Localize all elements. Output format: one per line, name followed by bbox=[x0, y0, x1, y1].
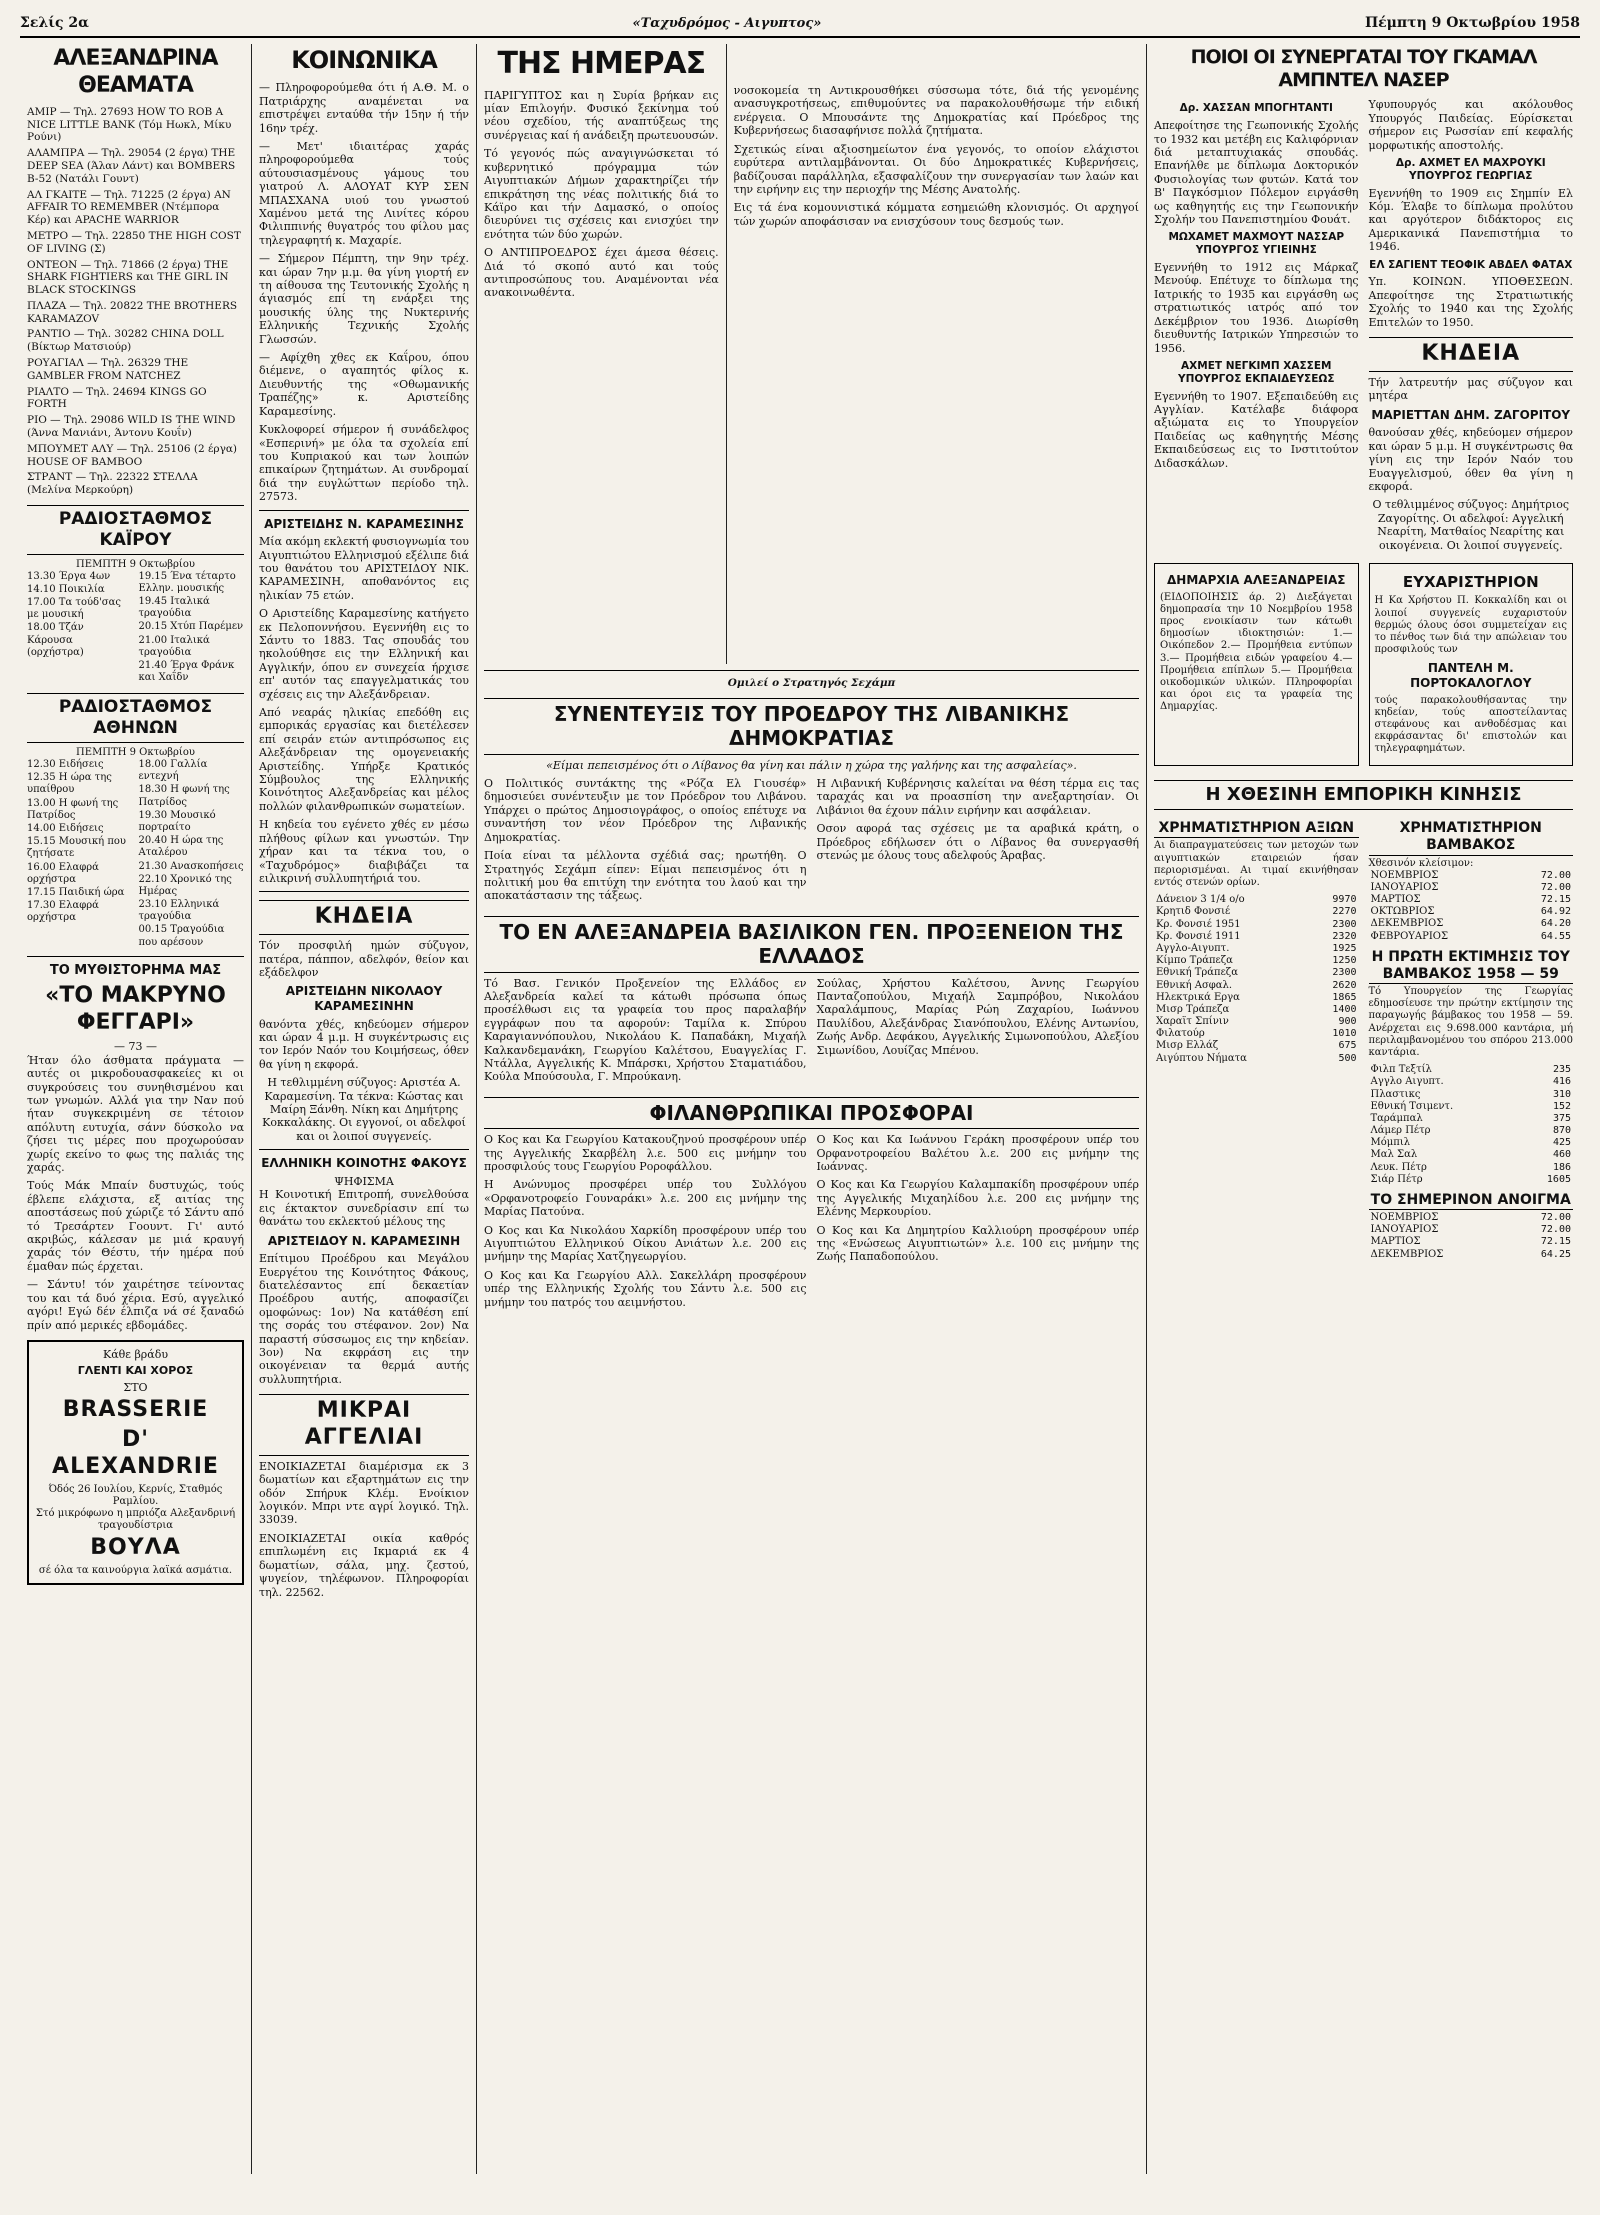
price-row bbox=[1369, 1113, 1574, 1125]
cotton-table bbox=[1369, 870, 1574, 943]
classified-ad: ΕΝΟΙΚΙΑΖΕΤΑΙ διαμέρισμα εκ 3 δωματίων και εξαρτημάτων εις την οδόν Σπήρυκ Κλέμ. Ενοίκιον λογικόν. Μπρι ντε αγρί λογικό. Τηλ. 33039. bbox=[259, 1459, 469, 1527]
community-name: ΑΡΙΣΤΕΙΔΟΥ Ν. ΚΑΡΑΜΕΣΙΝΗ bbox=[267, 1233, 461, 1248]
social-heading: ΚΟΙΝΩΝΙΚΑ bbox=[291, 46, 437, 75]
radio-program: 13.30 Έργα 4ων bbox=[27, 570, 111, 582]
radio-program: 20.40 Η ώρα της Αταλέρου bbox=[138, 835, 224, 859]
radio-program: 12.35 Η ώρα της υπαίθρου bbox=[27, 772, 112, 796]
novel-paragraph: Ήταν όλο άσθματα πράγματα — αυτές οι μικροδουασφακείες κι οι συγκρούσεις του συνηθισμένου και των γνωμών. Αλλά για την Ναν πού ήταν συγκεκριμένη σε τέτοιον απόλυτη ευτυχία, σάνν δύσκολο να ζήσει τις μέρες που προχωρούσαν χωρίς εκείνο το φως της παλιάς της χαράς. bbox=[27, 1053, 244, 1175]
classifieds-heading: ΜΙΚΡΑΙ ΑΓΓΕΛΙΑΙ bbox=[259, 1394, 469, 1456]
price-row bbox=[1369, 1137, 1574, 1149]
price-value: 64.55 bbox=[1540, 930, 1571, 942]
column-5 bbox=[1147, 44, 1580, 2174]
radio-athens-heading: ΡΑΔΙΟΣΤΑΘΜΟΣ ΑΘΗΝΩΝ bbox=[27, 693, 244, 742]
theatre-item: ΠΛΑΖΑ — Τηλ. 20822 THE BROTHERS KARAMAZOV bbox=[27, 299, 238, 325]
price-value: 2620 bbox=[1332, 979, 1357, 991]
ad-line: D' ALEXANDRIE bbox=[52, 1426, 219, 1479]
radio-program: 13.00 Η φωνή της Πατρίδος bbox=[27, 797, 119, 821]
price-label: Λάμερ Πέτρ bbox=[1370, 1125, 1431, 1137]
brasserie-advert bbox=[27, 1340, 244, 1585]
day-paragraph: νοσοκομεία τη Αντικρουσθήκει σύσσωμα τότε, διά τής γενομένης ανασυγκροτήσεως, επιθυμούντες να παρακολουθήσωμε τήν ειδική ενέργεια. Ο Μπουσάντε της Δημοκρατίας καί Πρόεδρος της Κυβερνήσεως διασαφήνισε πολλά ζητήματα. bbox=[733, 84, 1139, 138]
price-value: 1605 bbox=[1546, 1173, 1571, 1185]
social-item: — Αφίχθη χθες εκ Καΐρου, όπου διέμενε, ο αγαπητός φίλος κ. Διευθυντής της «Οθωμανικής Τραπέζης» κ. Αριστείδης Καραμεσίνης. bbox=[259, 351, 469, 418]
funeral-body: θανόντα χθές, κηδεύομεν σήμερον και ώραν 4 μ.μ. Η συγκέντρωσις εις τον Ιερόν Ναόν του Κοιμήσεως, όθεν θα γίνη η εκφορά. bbox=[259, 1017, 469, 1071]
price-value: 500 bbox=[1338, 1052, 1357, 1064]
price-value: 235 bbox=[1552, 1064, 1571, 1076]
radio-program: 18.00 Γαλλία εντεχνή bbox=[138, 759, 208, 783]
stock-row bbox=[1154, 894, 1359, 906]
minister-bio: Εγεννήθη το 1909 εις Σημπίν Ελ Κόμ. Έλαβε το δίπλωμα προλύτου και αργότερον διδάκτορος εις Αμερικανικά Πανεπιστήμια το 1946. bbox=[1368, 186, 1573, 254]
novel-kicker: ΤΟ ΜΥΘΙΣΤΟΡΗΜΑ ΜΑΣ bbox=[49, 962, 222, 978]
municipality-notice bbox=[1154, 563, 1359, 766]
opening-row bbox=[1369, 1212, 1574, 1224]
price-value: 72.00 bbox=[1540, 1212, 1571, 1224]
collaborators-heading: ΠΟΙΟΙ ΟΙ ΣΥΝΕΡΓΑΤΑΙ ΤΟΥ ΓΚΑΜΑΛ ΑΜΠΝΤΕΛ ΝΑΣΕΡ bbox=[1190, 46, 1537, 92]
newspaper-page bbox=[20, 15, 1580, 2185]
notices-row bbox=[1154, 557, 1573, 772]
day-paragraph: ΠΑΡΙΓΥΠΤΟΣ και η Συρία βρήκαν εις μίαν Επιλογήν. Φυσικό ξεκίνημα τού νέου σχεδίου, τής αναπτύξεως της συνέργειας καί ή ανάδειξη πρωτευουσών. bbox=[484, 88, 719, 142]
day-section bbox=[477, 44, 1146, 664]
radio-program: 21.30 Ανασκοπήσεις bbox=[138, 860, 244, 872]
price-label: Πλαστικς bbox=[1370, 1088, 1421, 1100]
charity-item: Η Ανώνυμος προσφέρει υπέρ του Συλλόγου «Ορφανοτροφείο Γουναράκι» λ.ε. 200 εις μνήμην της Μαρίας Πατούνα. bbox=[484, 1178, 807, 1219]
price-value: 2300 bbox=[1332, 967, 1357, 979]
charity-item: Ο Κος και Κα Γεωργίου Κατακουζηνού προσφέρουν υπέρ της Αγγελικής Σκαρβέλη λ.ε. 500 εις μνήμην του προσφιλούς τους Γεωργίου Ροροφάλλου. bbox=[484, 1133, 807, 1173]
municipality-body: (ΕΙΔΟΠΟΙΗΣΙΣ άρ. 2) Διεξάγεται δημοπρασία την 10 Νοεμβρίου 1958 προς ενοικίασιν των κάτωθι δημοσίων ιδιοκτησιών: 1.— Οικόπεδον 2.— Προμήθεια εντύπων 3.— Προμήθεια ειδών γραφείου 4.— Προμήθεια επίπλων 5.— Προμήθεια οικοδομικών υλικών. Πληροφορίαι και όροι εις τα γραφεία της Δημαρχίας. bbox=[1160, 591, 1353, 713]
price-row bbox=[1369, 1101, 1574, 1113]
lebanon-paragraph: Οσον αφορά τας σχέσεις με τα αραβικά κράτη, ο Πρόεδρος εδήλωσεν ότι ο Λίβανος θα συνεργασθή στενώς με όλους τους αδελφούς Άραβας. bbox=[816, 822, 1139, 863]
ad-line: Στό μικρόφωνο η μπριόζα Αλεξανδρινή τραγουδίστρια bbox=[35, 1507, 236, 1532]
radio-program: 16.00 Ελαφρά ορχήστρα bbox=[27, 861, 99, 885]
theatre-item: ΡΙΟ — Τηλ. 29086 WILD IS THE WIND (Άννα Μανιάνι, Άντονυ Κουΐν) bbox=[27, 414, 236, 440]
price-label: Εθνική Τράπεζα bbox=[1156, 967, 1238, 979]
minister-bio: Εγεννήθη το 1912 εις Μάρκαζ Μενούφ. Επέτυχε το δίπλωμα της Ιατρικής το 1935 και ειργάσθη ως στρατιωτικός ιατρός από τον Δεκέμβριον του 1936. Διωρίσθη διευθυντής Ιατρικών Υπηρεσιών το 1956. bbox=[1154, 261, 1359, 355]
price-value: 1865 bbox=[1332, 991, 1357, 1003]
estimate-heading: Η ΠΡΩΤΗ ΕΚΤΙΜΗΣΙΣ ΤΟΥ ΒΑΜΒΑΚΟΣ 1958 — 59 bbox=[1369, 949, 1574, 984]
minister-name: Δρ. ΑΧΜΕΤ ΕΛ ΜΑΧΡΟΥΚΙ ΥΠΟΥΡΓΟΣ ΓΕΩΡΓΙΑΣ bbox=[1395, 157, 1546, 182]
price-label: Κρητιδ Φονσιέ bbox=[1156, 906, 1231, 918]
price-row bbox=[1369, 1089, 1574, 1101]
day-paragraph: Τό γεγονός πώς αναγιγνώσκεται τό κυβερνητικό πρόγραμμα τών Αιγυπτιακών Δήμων χαρακτηρίζει τήν επικράτηση της νέας πολιτικής διά το Κάϊρο και τήν Δαμασκό, ο οποίος διευρύνει τις σχέσεις και ενισχύει την ενότητα τών δύο χωρών. bbox=[484, 147, 719, 241]
lebanon-paragraph: Ποία είναι τα μέλλοντα σχέδιά σας; ηρωτήθη. Ο Στρατηγός Σεχάμπ είπεν: Είμαι πεπεισμένος ότι η πολιτική μου θα επιτύχη την ενότητα του λαού και την αποκατάστασιν της τάξεως. bbox=[484, 849, 807, 903]
radio-program: 19.15 Ένα τέταρτο Ελλην. μουσικής bbox=[138, 570, 236, 594]
opening-row bbox=[1369, 1224, 1574, 1236]
funeral2-heading: ΚΗΔΕΙΑ bbox=[1369, 337, 1574, 372]
page-number: Σελίς 2α bbox=[20, 15, 89, 31]
day-right bbox=[727, 44, 1146, 664]
price-label: ΔΕΚΕΜΒΡΙΟΣ bbox=[1370, 918, 1444, 930]
ad-line: σέ όλα τα καινούργια λαϊκά ασμάτια. bbox=[38, 1565, 233, 1577]
municipality-heading: ΔΗΜΑΡΧΙΑ ΑΛΕΞΑΝΔΡΕΙΑΣ bbox=[1167, 573, 1346, 588]
price-label: Μισρ Τράπεζα bbox=[1156, 1003, 1230, 1015]
price-label: Δάνειον 3 1/4 ο/ο bbox=[1156, 894, 1245, 906]
price-label: Μαλ Σαλ bbox=[1370, 1149, 1418, 1161]
price-value: 64.25 bbox=[1540, 1248, 1571, 1260]
price-value: 9970 bbox=[1332, 894, 1357, 906]
radio-program: 00.15 Τραγούδια που αρέσουν bbox=[138, 924, 225, 948]
radio-athens-schedule bbox=[27, 759, 244, 950]
ad-line: BRASSERIE bbox=[62, 1397, 209, 1423]
minister-bio: Απεφοίτησε της Γεωπονικής Σχολής το 1932 και μετέβη εις Καλιφόρνιαν διά μεταπτυχιακάς σπουδάς. Επανήλθε με δίπλωμα Δοκτορικόν Φυσιολογίας των φυτών. Κατά τον Β' Παγκόσμιον Πόλεμον ειργάσθη ως καθηγητής εις την Γεωπονικήν Σχολήν του Πανεπιστημίου Φουάτ. bbox=[1154, 119, 1359, 227]
stock-row bbox=[1154, 931, 1359, 943]
radio-athens-date: ΠΕΜΠΤΗ 9 Οκτωβρίου bbox=[76, 746, 195, 758]
price-label: Σιάρ Πέτρ bbox=[1370, 1173, 1423, 1185]
stock-row bbox=[1154, 980, 1359, 992]
lebanon-kicker: Ομιλεί ο Στρατηγός Σεχάμπ bbox=[727, 677, 896, 690]
radio-program: 14.10 Ποικιλία bbox=[27, 583, 105, 595]
price-value: 675 bbox=[1338, 1040, 1357, 1052]
column-3-4 bbox=[477, 44, 1147, 2174]
price-label: ΝΟΕΜΒΡΙΟΣ bbox=[1370, 869, 1439, 881]
day-left bbox=[477, 44, 727, 664]
stocks-table bbox=[1154, 894, 1359, 1065]
charity-item: Ο Κος και Κα Ιωάννου Γεράκη προσφέρουν υπέρ του Ορφανοτροφείου Βαλέτου λ.ε. 200 εις μνήμην της Ιωάννας. bbox=[816, 1133, 1139, 1173]
price-label: Κρ. Φονσιέ 1951 bbox=[1156, 918, 1241, 930]
theatre-item: ΑΜΙΡ — Τηλ. 27693 HOW TO ROB A NICE LITTLE BANK (Τόμ Ηωκλ, Μίκυ Ρούνι) bbox=[27, 105, 232, 144]
ad-line: ΣΤΟ bbox=[123, 1380, 148, 1394]
charity-item: Ο Κος και Κα Γεωργίου Καλαμπακίδη προσφέρουν υπέρ της Αγγελικής Μιχαηλίδου λ.ε. 200 εις μνήμην της Ελένης Μερκουρίου. bbox=[816, 1178, 1139, 1219]
stock-row bbox=[1154, 919, 1359, 931]
minister-name: ΑΧΜΕΤ ΝΕΓΚΙΜΠ ΧΑΣΣΕΜ ΥΠΟΥΡΓΟΣ ΕΚΠΑΙΔΕΥΣΕΩΣ bbox=[1177, 359, 1335, 385]
radio-program: 15.15 Μουσική που ζητήσατε bbox=[27, 836, 126, 860]
community-heading: ΕΛΛΗΝΙΚΗ ΚΟΙΝΟΤΗΣ ΦΑΚΟΥΣ bbox=[261, 1156, 467, 1171]
lebanon-headline: ΣΥΝΕΝΤΕΥΞΙΣ ΤΟΥ ΠΡΟΕΔΡΟΥ ΤΗΣ ΛΙΒΑΝΙΚΗΣ ΔΗΜΟΚΡΑΤΙΑΣ bbox=[484, 698, 1139, 755]
consulate-paragraph: Σούλας, Χρήστου Καλέτσου, Άννης Γεωργίου Πανταζοπούλου, Μιχαήλ Σαμπρόβου, Νικολάου Χαραλάμπους, Μαρίας Ρώη Ζαχαρίου, Ιωάννου Παυλίδου, Αλεξάνδρας Σιανόπουλου, Ελένης Αντωνίου, Ζωής Ανδρ. Δεφάκου, Αγγελικής Σιμωνοπούλου, Αλεξίου Σιμωνίδου, Λουίζας Μπένου. bbox=[816, 976, 1139, 1057]
theatre-item: ΑΛΑΜΠΡΑ — Τηλ. 29054 (2 έργα) THE DEEP SEA (Άλαν Λάντ) και BOMBERS B-52 (Νατάλι Γουντ) bbox=[27, 147, 236, 185]
consulate-headline: ΤΟ ΕΝ ΑΛΕΞΑΝΔΡΕΙΑ ΒΑΣΙΛΙΚΟΝ ΓΕΝ. ΠΡΟΞΕΝΕΙΟΝ ΤΗΣ ΕΛΛΑΔΟΣ bbox=[484, 916, 1139, 973]
charity-item: Ο Κος και Κα Γεωργίου Αλλ. Σακελλάρη προσφέρουν υπέρ της Ελληνικής Σχολής του Σάντυ λ.ε. 500 εις μνήμην του πατρός του αειμνήστου. bbox=[484, 1268, 807, 1309]
radio-program: 21.00 Ιταλικά τραγούδια bbox=[138, 634, 210, 658]
price-value: 72.00 bbox=[1540, 1224, 1571, 1236]
charity-body bbox=[484, 1133, 1139, 1314]
lebanon-body bbox=[484, 777, 1139, 908]
cotton-row bbox=[1369, 870, 1574, 882]
price-value: 460 bbox=[1552, 1149, 1571, 1161]
price-label: ΜΑΡΤΙΟΣ bbox=[1370, 1236, 1421, 1248]
commerce-body bbox=[1154, 814, 1573, 1260]
lebanon-paragraph: Η Λιβανική Κυβέρνησις καλείται να θέση τέρμα εις τας ταραχάς και να προασπίση την ανεξαρτησίαν. Οι Λιβάνιοι θα έχουν πάλιν ειρήνην και ασφάλειαν. bbox=[816, 777, 1139, 817]
lebanon-paragraph: Ο Πολιτικός συντάκτης της «Ρόζα Ελ Γιουσέφ» δημοσιεύει συνέντευξιν με τον Πρόεδρον του Λιβάνου. Υπάρχει ο πρώτος Δημοσιογράφος, ο οποίος επέτυχε να συναντήση τον νέον Πρόεδρον της Λιβανικής Δημοκρατίας. bbox=[484, 777, 807, 844]
price-label: Ταράμπαλ bbox=[1370, 1112, 1423, 1124]
price-label: Αγγλο Αιγυπτ. bbox=[1370, 1076, 1444, 1088]
radio-program: 17.00 Τα τούδ'σας με μουσική bbox=[27, 597, 121, 621]
cotton-row bbox=[1369, 931, 1574, 943]
charity-item: Ο Κος και Κα Δημητρίου Καλλιούρη προσφέρουν υπέρ της «Ενώσεως Αιγυπτιωτών» λ.ε. 100 εις μνήμην της Ζωής Παπαδοπούλου. bbox=[816, 1223, 1139, 1264]
theatre-item: ΡΑΝΤΙΟ — Τηλ. 30282 CHINA DOLL (Βίκτωρ Ματσιούρ) bbox=[27, 328, 224, 354]
social-item: — Πληροφορούμεθα ότι ή Α.Θ. Μ. ο Πατριάρχης αναμένεται να επιστρέψει ενταύθα τήν 15ην ή τήν 16ην τρέχ. bbox=[259, 81, 469, 135]
funeral-name: ΑΡΙΣΤΕΙΔΗΝ ΝΙΚΟΛΑΟΥ ΚΑΡΑΜΕΣΙΝΗΝ bbox=[285, 984, 443, 1013]
price-value: 152 bbox=[1552, 1100, 1571, 1112]
minister-name: Δρ. ΧΑΣΣΑΝ ΜΠΟΓΗΤΑΝΤΙ bbox=[1179, 102, 1333, 115]
day-paragraph: Σχετικώς είναι αξιοσημείωτον ένα γεγονός, το οποίον ελάχιστοι ευρύτερα αντιλαμβάνονται. Οι δύο Δημοκρατικές Κυβερνήσεις, βαδίζουσαι παράλληλα, εξασφαλίζουν την συνεργασίαν των λαών και την ειρήνην εις την περιοχήν της Μέσης Ανατολής. bbox=[733, 142, 1139, 196]
price-value: 186 bbox=[1552, 1161, 1571, 1173]
stocks-heading: ΧΡΗΜΑΤΙΣΤΗΡΙΟΝ ΑΞΙΩΝ bbox=[1154, 820, 1359, 838]
price-value: 72.15 bbox=[1540, 894, 1571, 906]
price-label: Φιλατούρ bbox=[1156, 1028, 1205, 1040]
theatre-item: ΣΤΡΑΝΤ — Τηλ. 22322 ΣΤΕΛΛΑ (Μελίνα Μερκούρη) bbox=[27, 471, 198, 497]
minister-bio: Υφυπουργός και ακόλουθος Υπουργός Παιδείας. Εύρίσκεται σήμερον εις Ρωσσίαν επί κεφαλής μορφωτικής αποστολής. bbox=[1368, 98, 1573, 152]
price-value: 2300 bbox=[1332, 918, 1357, 930]
price-row bbox=[1369, 1076, 1574, 1088]
radio-program: 23.10 Ελληνικά τραγούδια bbox=[138, 899, 220, 923]
charity-headline: ΦΙΛΑΝΘΡΩΠΙΚΑΙ ΠΡΟΣΦΟΡΑΙ bbox=[484, 1097, 1139, 1129]
price-label: Κρ. Φονσιέ 1911 bbox=[1156, 930, 1241, 942]
minister-bio: Εγεννήθη το 1907. Εξεπαιδεύθη εις Αγγλίαν. Κατέλαβε διάφορα αξιώματα εις το Υπουργείον Παιδείας ως καθηγητής Μέσης Εκπαιδεύσεως εις το Ινστιτούτον Διδασκάλων. bbox=[1154, 389, 1359, 470]
commerce-heading: Η ΧΘΕΣΙΝΗ ΕΜΠΟΡΙΚΗ ΚΙΝΗΣΙΣ bbox=[1154, 780, 1573, 810]
theatres-heading: ΑΛΕΞΑΝΔΡΙΝΑ ΘΕΑΜΑΤΑ bbox=[53, 46, 218, 98]
thanks-heading: ΕΥΧΑΡΙΣΤΗΡΙΟΝ bbox=[1402, 573, 1539, 592]
stock-row bbox=[1154, 943, 1359, 955]
obituary-paragraph: Ο Αριστείδης Καραμεσίνης κατήγετο εκ Πελοποννήσου. Εγεννήθη εις το Σάντυ το 1883. Τας σπουδάς του ηκολούθησε εις την Ελληνική και Αγγλικήν, όπου εν συνεχεία ήρχισε επ' αυτόν τας επαγγελματικάς του σχέσεις εις την Αλεξάνδρειαν. bbox=[259, 607, 469, 701]
day-paragraph: Εις τά ένα κομουνιστικά κόμματα εσημειώθη κλονισμός. Οι αρχηγοί τών χωρών αποφάσισαν να ενισχύσουν τους δεσμούς των. bbox=[733, 201, 1139, 228]
funeral2-intro: Τήν λατρευτήν μας σύζυγον και μητέρα bbox=[1368, 375, 1573, 403]
social-item: Κυκλοφορεί σήμερον ή συνάδελφος «Εσπερινή» με όλα τα σχολεία επί του Κυπριακού και των λοιπών επικαίρων ζητημάτων. Αι συνδρομαί διά την ευγλώττων περίοδο τηλ. 27573. bbox=[259, 423, 469, 504]
price-value: 375 bbox=[1552, 1112, 1571, 1124]
wide-stories bbox=[477, 670, 1146, 1314]
funeral-intro: Τόν προσφιλή ημών σύζυγον, πατέρα, πάππον, αδελφόν, θείον και εξάδελφον bbox=[259, 939, 469, 979]
cotton-row bbox=[1369, 882, 1574, 894]
obituary-heading: ΑΡΙΣΤΕΙΔΗΣ Ν. ΚΑΡΑΜΕΣΙΝΗΣ bbox=[264, 516, 464, 531]
column-1 bbox=[20, 44, 252, 2174]
thanks-body2: τούς παρακολουθήσαντας την κηδείαν, τούς αποστείλαντας στεφάνους και ανθοδέσμας και εκφράσαντας δι' επιστολών και τηλεγραφημάτων. bbox=[1374, 694, 1567, 755]
cotton-sub: Χθεσινόν κλείσιμον: bbox=[1368, 857, 1474, 869]
radio-program: 17.15 Παιδική ώρα bbox=[27, 886, 125, 898]
thanks-notice bbox=[1369, 563, 1574, 766]
stocks-text: Αι διαπραγματεύσεις των μετοχών των αιγυπτιακών εταιρειών ήσαν περιορισμέναι. Αι τιμαί εκινήθησαν εντός στενών ορίων. bbox=[1154, 840, 1359, 889]
price-label: Αιγύπτου Νήματα bbox=[1156, 1052, 1247, 1064]
price-value: 64.92 bbox=[1540, 906, 1571, 918]
radio-program: 19.45 Ιταλικά τραγούδια bbox=[138, 596, 210, 620]
price-label: Μισρ Ελλάζ bbox=[1156, 1040, 1219, 1052]
theatre-item: ΜΕΤΡΟ — Τηλ. 22850 THE HIGH COST OF LIVING (Σ) bbox=[27, 229, 241, 255]
thanks-name: ΠΑΝΤΕΛΗ Μ. ΠΟΡΤΟΚΑΛΟΓΛΟΥ bbox=[1410, 661, 1532, 690]
price-label: ΦΕΒΡΟΥΑΡΙΟΣ bbox=[1370, 930, 1449, 942]
ad-line: ΓΛΕΝΤΙ ΚΑΙ ΧΟΡΟΣ bbox=[77, 1364, 194, 1378]
novel-title: «ΤΟ ΜΑΚΡΥΝΟ ΦΕΓΓΑΡΙ» bbox=[45, 982, 226, 1035]
funeral2-signature: Ο τεθλιμμένος σύζυγος: Δημήτριος Ζαγορίτης. Οι αδελφοί: Αγγελική Νεαρίτη, Ματθαίος Νεαρίτης και οικογένεια. Οι λοιποί συγγενείς. bbox=[1372, 498, 1569, 552]
theatre-item: ΡΙΑΛΤΟ — Τηλ. 24694 KINGS GO FORTH bbox=[27, 385, 207, 411]
lebanon-quote: «Είμαι πεπεισμένος ότι ο Λίβανος θα γίνη και πάλιν η χώρα της γαλήνης και της ασφαλείας». bbox=[546, 758, 1077, 772]
price-value: 1010 bbox=[1332, 1028, 1357, 1040]
day-heading: ΤΗΣ ΗΜΕΡΑΣ bbox=[497, 46, 706, 82]
stock-row bbox=[1154, 906, 1359, 918]
minister-name: ΜΩΧΑΜΕΤ ΜΑΧΜΟΥΤ ΝΑΣΣΑΡ ΥΠΟΥΡΓΟΣ ΥΓΙΕΙΝΗΣ bbox=[1168, 231, 1345, 257]
community-sub: ΨΗΦΙΣΜΑ bbox=[334, 1174, 394, 1188]
radio-athens-left bbox=[27, 759, 133, 950]
radio-program: 21.40 Έργα Φράνκ και Χαΐδν bbox=[138, 660, 235, 684]
masthead bbox=[20, 15, 1580, 38]
minister-bio: Υπ. ΚΟΙΝΩΝ. ΥΠΟΘΕΣΕΩΝ. Απεφοίτησε της Στρατιωτικής Σχολής το 1940 και της Σχολής Επιτελών το 1950. bbox=[1368, 275, 1573, 329]
funeral-heading: ΚΗΔΕΙΑ bbox=[259, 900, 469, 935]
price-label: ΙΑΝΟΥΑΡΙΟΣ bbox=[1370, 1224, 1439, 1236]
collaborators-body bbox=[1154, 98, 1573, 557]
price-value: 72.15 bbox=[1540, 1236, 1571, 1248]
stock-row bbox=[1154, 992, 1359, 1004]
price-value: 425 bbox=[1552, 1137, 1571, 1149]
prices-table bbox=[1369, 1064, 1574, 1186]
stock-row bbox=[1154, 1028, 1359, 1040]
ad-line: Κάθε βράδυ bbox=[102, 1347, 169, 1361]
column-2 bbox=[252, 44, 477, 2174]
price-value: 1925 bbox=[1332, 942, 1357, 954]
opening-heading: ΤΟ ΣΗΜΕΡΙΝΟΝ ΑΝΟΙΓΜΑ bbox=[1369, 1192, 1574, 1210]
price-value: 72.00 bbox=[1540, 869, 1571, 881]
stock-row bbox=[1154, 955, 1359, 967]
price-row bbox=[1369, 1125, 1574, 1137]
theatre-listing bbox=[27, 106, 244, 497]
stock-row bbox=[1154, 1016, 1359, 1028]
price-label: Λευκ. Πέτρ bbox=[1370, 1161, 1427, 1173]
funeral2-name: ΜΑΡΙΕΤΤΑΝ ΔΗΜ. ΖΑΓΟΡΙΤΟΥ bbox=[1371, 407, 1571, 422]
estimate-text: Τό Υπουργείον της Γεωργίας εδημοσίευσε την πρώτην εκτίμησιν της παραγωγής βάμβακος του 1958 — 59. Ανέρχεται εις 9.698.000 καντάρια, μή περιλαμβανομένου του σπόρου 213.000 καντάρια. bbox=[1368, 986, 1573, 1058]
radio-program: 12.30 Ειδήσεις bbox=[27, 759, 104, 771]
radio-cairo-right bbox=[139, 571, 245, 686]
opening-table bbox=[1369, 1212, 1574, 1261]
ad-line: ΒΟΥΛΑ bbox=[90, 1535, 181, 1561]
price-row bbox=[1369, 1149, 1574, 1161]
radio-cairo-left bbox=[27, 571, 133, 686]
obituary-paragraph: Μία ακόμη εκλεκτή φυσιογνωμία του Αιγυπτιώτου Ελληνισμού εξέλιπε διά του θανάτου του ΑΡΙΣΤΕΙΔΟΥ ΝΙΚ. ΚΑΡΑΜΕΣΙΝΗ, αποθανόντος εις ηλικίαν 75 ετών. bbox=[259, 535, 469, 602]
obituary-paragraph: Από νεαράς ηλικίας επεδόθη εις εμπορικάς εργασίας και διετέλεσεν επί σειράν ετών αντιπρόσωπος εις Αλεξάνδρειαν της ομογενειακής Αριστείδης. Υπήρξε Κρατικός Σύμβουλος της Ελληνικής Κοινότητος Αλεξανδρείας και μέλος πολλών φιλανθρωπικών σωματείων. bbox=[259, 706, 469, 813]
price-label: Εθνική Τσιμεντ. bbox=[1370, 1100, 1454, 1112]
price-value: 2320 bbox=[1332, 930, 1357, 942]
thanks-body: Η Κα Χρήστου Π. Κοκκαλίδη και οι λοιποί συγγενείς ευχαριστούν θερμώς όλους όσοι συμμετείχαν εις το πένθος των διά την απώλειαν του προσφιλούς των bbox=[1374, 595, 1567, 656]
novel-paragraph: Τούς Μάκ Μπαίν δυστυχώς, τούς έβλεπε ελάχιστα, εξ αιτίας της αποστάσεως πού χώριζε τό Σάντυ από τό Τρεσάρτεν Γοουντ. Γι' αυτό ακριβώς, κάλεσαν με μιά κραυγή χαράς τόν Θέστυ, τήν ημέρα πού έμαθαν πώς έρχεται. bbox=[27, 1179, 244, 1273]
price-label: Χαραϊτ Σπίνιν bbox=[1156, 1016, 1229, 1028]
price-label: ΟΚΤΩΒΡΙΟΣ bbox=[1370, 906, 1435, 918]
obituary-paragraph: Η κηδεία του εγένετο χθές εν μέσω πλήθους φίλων και γνωστών. Την χήραν και τα τέκνα του, ο «Ταχυδρόμος» διαβιβάζει τα ειλικρινή συλλυπητήριά του. bbox=[259, 818, 469, 885]
price-label: Εθνική Ασφαλ. bbox=[1156, 979, 1233, 991]
stock-row bbox=[1154, 967, 1359, 979]
price-value: 310 bbox=[1552, 1088, 1571, 1100]
novel-paragraph: — Σάντυ! τόν χαιρέτησε τείνοντας του και τά δυό χέρια. Εσύ, αγγελικό αγόρι! Εγώ δέν έλπιζα νά σέ ξαναδώ πρίν από μερικές εβδομάδες. bbox=[27, 1278, 244, 1332]
issue-date: Πέμπτη 9 Οκτωβρίου 1958 bbox=[1364, 15, 1580, 31]
price-value: 1250 bbox=[1332, 955, 1357, 967]
consulate-paragraph: Τό Βασ. Γενικόν Προξενείον της Ελλάδος εν Αλεξανδρεία καλεί τα κάτωθι πρόσωπα όπως προσέλθωσι εις τα γραφεία του προς παραλαβήν εγγράφων που τα αφορούν: Ταμίλα κ. Σπύρου Καραγιαννόπουλου, Νικολάου Κ. Παπαδάκη, Μιχαήλ Καλκανδεμανάκη, Γεωργίου Καλέτσου, Ευαγγελίας Γ. Ντάλλα, Αγγελικής Κ. Μπάρσκι, Χρήστου Σταματιάδου, Κούλα Μπούσουλα, Γ. Μπρούκανη. bbox=[484, 976, 807, 1084]
social-item: — Μετ' ιδιαιτέρας χαράς πληροφορούμεθα τούς αύτουσιασμένους γάμους του γιατρού Λ. ΑΛΟΥΑΤ ΚΥΡ ΣΕΝ ΜΠΑΣΧΑΝΑ υιού του γνωστού Χαμένου μετά της Λινίτες κόρου Φιλιππινής θυγατρός του φίλου μας τηλεγραφητή κ. Μαχαρίε. bbox=[259, 139, 469, 247]
price-row bbox=[1369, 1162, 1574, 1174]
cotton-row bbox=[1369, 906, 1574, 918]
price-label: Αγγλο-Αιγυπτ. bbox=[1156, 942, 1230, 954]
radio-cairo-schedule bbox=[27, 571, 244, 686]
price-label: Φιλπ Τεξτίλ bbox=[1370, 1064, 1432, 1076]
radio-cairo-heading: ΡΑΔΙΟΣΤΑΘΜΟΣ ΚΑΪΡΟΥ bbox=[27, 505, 244, 554]
funeral-signature: Η τεθλιμμένη σύζυγος: Αριστέα Α. Καραμεσίνη. Τα τέκνα: Κώστας και Μαίρη Ξάνθη. Νίκη και Δημήτρης Κοκκαλάκης. Οι εγγονοί, οι αδελφοί και οι λοιποί συγγενείς. bbox=[262, 1076, 466, 1143]
price-label: ΙΑΝΟΥΑΡΙΟΣ bbox=[1370, 881, 1439, 893]
price-row bbox=[1369, 1174, 1574, 1186]
funeral2-body: θανούσαν χθές, κηδεύομεν σήμερον και ώραν 5 μ.μ. Η συγκέντρωσις θα γίνη εις την Ιερόν Ναόν του Ευαγγελισμού, όθεν θα γίνη η εκφορά. bbox=[1368, 426, 1573, 493]
price-value: 900 bbox=[1338, 1016, 1357, 1028]
radio-program: 18.00 Τζάν Κάρουσα (ορχήστρα) bbox=[27, 622, 84, 658]
stock-row bbox=[1154, 1040, 1359, 1052]
stock-row bbox=[1154, 1053, 1359, 1065]
price-value: 1400 bbox=[1332, 1003, 1357, 1015]
minister-name: ΕΛ ΣΑΓΙΕΝΤ ΤΕΟΦΙΚ ΑΒΔΕΛ ΦΑΤΑΧ bbox=[1369, 258, 1573, 271]
radio-program: 20.15 Χτύπ Παρέμεν bbox=[138, 621, 244, 633]
radio-program: 18.30 Η φωνή της Πατρίδος bbox=[138, 784, 230, 808]
price-value: 64.20 bbox=[1540, 918, 1571, 930]
radio-cairo-date: ΠΕΜΠΤΗ 9 Οκτωβρίου bbox=[76, 558, 195, 570]
radio-program: 14.00 Ειδήσεις bbox=[27, 822, 104, 834]
stock-row bbox=[1154, 1004, 1359, 1016]
price-label: Ηλεκτρικά Εργα bbox=[1156, 991, 1240, 1003]
opening-row bbox=[1369, 1249, 1574, 1261]
theatre-item: ΑΛ ΓΚΑΙΤΕ — Τηλ. 71225 (2 έργα) AN AFFAIR TO REMEMBER (Ντέμπορα Κέρ) και APACHE WARRIOR bbox=[27, 188, 231, 227]
theatre-item: ΜΠΟΥΜΕΤ ΑΛΥ — Τηλ. 25106 (2 έργα) HOUSE OF BAMBOO bbox=[27, 442, 238, 468]
classified-ad: ΕΝΟΙΚΙΑΖΕΤΑΙ οικία καθρός επιπλωμένη εις Ικμαριά εκ 4 δωματίων, σάλα, μηχ. ζεστού, ψυγείον, τηλέφωνον. Πληροφορίαι τηλ. 22562. bbox=[259, 1531, 469, 1599]
community-body: Η Κοινοτική Επιτροπή, συνελθούσα εις έκτακτον συνεδρίασιν επί τω θανάτω του εκλεκτού μέλους της bbox=[259, 1188, 469, 1229]
radio-athens-right bbox=[139, 759, 245, 950]
price-label: ΔΕΚΕΜΒΡΙΟΣ bbox=[1370, 1248, 1444, 1260]
cotton-heading: ΧΡΗΜΑΤΙΣΤΗΡΙΟΝ ΒΑΜΒΑΚΟΣ bbox=[1369, 820, 1574, 855]
price-label: Κίμπο Τράπεζα bbox=[1156, 955, 1233, 967]
price-label: Μόμπιλ bbox=[1370, 1137, 1411, 1149]
ad-line: Όδός 26 Ιουλίου, Κερνίς, Σταθμός Ραμλίου. bbox=[48, 1483, 223, 1507]
theatre-item: ΡΟΥΑΓΙΑΛ — Τηλ. 26329 THE GAMBLER FROM NATCHEZ bbox=[27, 357, 189, 382]
paper-name: «Ταχυδρόμος - Αιγυπτος» bbox=[632, 15, 822, 31]
community-body2: Επίτιμου Προέδρου και Μεγάλου Ευεργέτου της Κοινότητος Φάκους, διατελέσαντος επί δεκαετίαν Προέδρου αυτής, αποφασίζει ομοφώνως: 1ον) Να κατάθέση επί της σοράς του στέφανον. 2ον) Να παραστή σύσσωμος εις την κηδείαν. 3ον) Να εκφράση εις την οικογένειαν τα θερμά αυτής συλλυπητήρια. bbox=[259, 1252, 469, 1386]
price-value: 870 bbox=[1552, 1125, 1571, 1137]
price-label: ΝΟΕΜΒΡΙΟΣ bbox=[1370, 1212, 1439, 1224]
radio-program: 22.10 Χρονικό της Ημέρας bbox=[138, 873, 232, 897]
price-value: 416 bbox=[1552, 1076, 1571, 1088]
social-item: — Σήμερον Πέμπτη, την 9ην τρέχ. και ώραν 7ην μ.μ. θα γίνη γιορτή εν τη αίθουσα της Τευτονικής Σχολής η άγιασμός επί τη ενάρξει της μουσικής ύλης της Νυκτερινής Ελληνικής Τεχνικής Σχολής Γλωσσών. bbox=[259, 252, 469, 346]
radio-program: 19.30 Μουσικό πορτραίτο bbox=[138, 809, 216, 833]
price-row bbox=[1369, 1064, 1574, 1076]
cotton-row bbox=[1369, 894, 1574, 906]
cotton-row bbox=[1369, 918, 1574, 930]
consulate-body bbox=[484, 977, 1139, 1089]
theatre-item: ΟΝΤΕΟΝ — Τηλ. 71866 (2 έργα) THE SHARK FIGHTIERS και THE GIRL IN BLACK STOCKINGS bbox=[27, 258, 229, 297]
opening-row bbox=[1369, 1236, 1574, 1248]
price-value: 2270 bbox=[1332, 906, 1357, 918]
day-paragraph: Ο ΑΝΤΙΠΡΟΕΔΡΟΣ έχει άμεσα θέσεις. Διά τό σκοπό αυτό και τούς αντιπροσώπους του. Αναμένονται νέα ανακοινωθέντα. bbox=[484, 246, 719, 300]
price-label: ΜΑΡΤΙΟΣ bbox=[1370, 894, 1421, 906]
novel-part: — 73 — bbox=[114, 1040, 157, 1054]
price-value: 72.00 bbox=[1540, 881, 1571, 893]
radio-program: 17.30 Ελαφρά ορχήστρα bbox=[27, 900, 99, 924]
charity-item: Ο Κος και Κα Νικολάου Χαρκίδη προσφέρουν υπέρ του Αιγυπτιώτου Ελληνικού Οίκου Ανιάτων λ.ε. 200 εις μνήμην της Μαρίας Χατζηγεωργίου. bbox=[484, 1223, 807, 1264]
